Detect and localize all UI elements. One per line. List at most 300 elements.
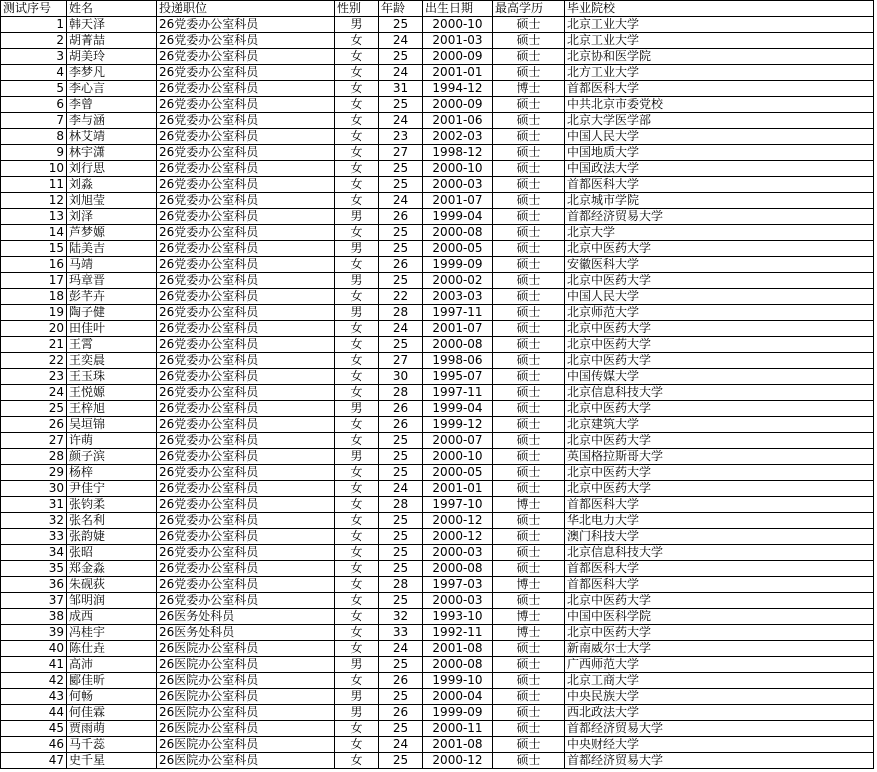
- cell-age[interactable]: 31: [379, 81, 423, 97]
- table-row[interactable]: [1, 737, 874, 753]
- cell-name[interactable]: 刘行思: [67, 161, 157, 177]
- cell-name[interactable]: 贾雨萌: [67, 721, 157, 737]
- cell-edu[interactable]: 硕士: [493, 449, 565, 465]
- cell-school[interactable]: 中央财经大学: [565, 737, 874, 753]
- cell-edu[interactable]: 硕士: [493, 257, 565, 273]
- cell-post[interactable]: 26党委办公室科员: [157, 177, 335, 193]
- cell-name[interactable]: 许萌: [67, 433, 157, 449]
- cell-edu[interactable]: 硕士: [493, 65, 565, 81]
- cell-edu[interactable]: 硕士: [493, 433, 565, 449]
- cell-birth[interactable]: 2003-03: [423, 289, 493, 305]
- cell-school[interactable]: 首都医科大学: [565, 577, 874, 593]
- cell-edu[interactable]: 硕士: [493, 193, 565, 209]
- column-header-post[interactable]: 投递职位: [157, 1, 335, 17]
- cell-age[interactable]: 27: [379, 145, 423, 161]
- cell-age[interactable]: 23: [379, 129, 423, 145]
- cell-id[interactable]: 26: [1, 417, 67, 433]
- column-header-name[interactable]: 姓名: [67, 1, 157, 17]
- cell-birth[interactable]: 2000-03: [423, 545, 493, 561]
- cell-name[interactable]: 刘淼: [67, 177, 157, 193]
- cell-post[interactable]: 26党委办公室科员: [157, 417, 335, 433]
- cell-post[interactable]: 26党委办公室科员: [157, 561, 335, 577]
- cell-post[interactable]: 26党委办公室科员: [157, 33, 335, 49]
- cell-id[interactable]: 14: [1, 225, 67, 241]
- cell-age[interactable]: 25: [379, 49, 423, 65]
- cell-id[interactable]: 18: [1, 289, 67, 305]
- cell-post[interactable]: 26党委办公室科员: [157, 465, 335, 481]
- cell-post[interactable]: 26党委办公室科员: [157, 385, 335, 401]
- cell-name[interactable]: 韩天泽: [67, 17, 157, 33]
- cell-sex[interactable]: 女: [335, 49, 379, 65]
- cell-edu[interactable]: 硕士: [493, 705, 565, 721]
- cell-school[interactable]: 北京中医药大学: [565, 593, 874, 609]
- cell-sex[interactable]: 女: [335, 225, 379, 241]
- cell-id[interactable]: 11: [1, 177, 67, 193]
- cell-name[interactable]: 王梓旭: [67, 401, 157, 417]
- cell-post[interactable]: 26党委办公室科员: [157, 193, 335, 209]
- cell-school[interactable]: 北京工业大学: [565, 33, 874, 49]
- cell-post[interactable]: 26医院办公室科员: [157, 673, 335, 689]
- cell-birth[interactable]: 2000-11: [423, 721, 493, 737]
- cell-age[interactable]: 25: [379, 449, 423, 465]
- table-row[interactable]: [1, 241, 874, 257]
- cell-id[interactable]: 4: [1, 65, 67, 81]
- cell-edu[interactable]: 硕士: [493, 273, 565, 289]
- cell-sex[interactable]: 女: [335, 721, 379, 737]
- cell-post[interactable]: 26党委办公室科员: [157, 353, 335, 369]
- cell-name[interactable]: 张钧柔: [67, 497, 157, 513]
- cell-post[interactable]: 26党委办公室科员: [157, 65, 335, 81]
- cell-sex[interactable]: 女: [335, 321, 379, 337]
- cell-age[interactable]: 26: [379, 705, 423, 721]
- cell-birth[interactable]: 2001-07: [423, 193, 493, 209]
- cell-sex[interactable]: 男: [335, 401, 379, 417]
- cell-birth[interactable]: 1993-10: [423, 609, 493, 625]
- cell-birth[interactable]: 2000-12: [423, 513, 493, 529]
- cell-birth[interactable]: 2000-09: [423, 97, 493, 113]
- cell-id[interactable]: 27: [1, 433, 67, 449]
- cell-edu[interactable]: 博士: [493, 625, 565, 641]
- cell-name[interactable]: 陈仕垚: [67, 641, 157, 657]
- cell-age[interactable]: 26: [379, 673, 423, 689]
- cell-age[interactable]: 24: [379, 65, 423, 81]
- cell-id[interactable]: 34: [1, 545, 67, 561]
- cell-edu[interactable]: 硕士: [493, 417, 565, 433]
- cell-birth[interactable]: 1995-07: [423, 369, 493, 385]
- table-row[interactable]: [1, 385, 874, 401]
- cell-school[interactable]: 中共北京市委党校: [565, 97, 874, 113]
- cell-sex[interactable]: 女: [335, 417, 379, 433]
- cell-id[interactable]: 6: [1, 97, 67, 113]
- table-row[interactable]: [1, 497, 874, 513]
- cell-age[interactable]: 28: [379, 577, 423, 593]
- cell-id[interactable]: 15: [1, 241, 67, 257]
- table-row[interactable]: [1, 465, 874, 481]
- cell-birth[interactable]: 2000-04: [423, 689, 493, 705]
- cell-name[interactable]: 高沛: [67, 657, 157, 673]
- cell-id[interactable]: 21: [1, 337, 67, 353]
- cell-id[interactable]: 33: [1, 529, 67, 545]
- cell-name[interactable]: 玛章晋: [67, 273, 157, 289]
- cell-birth[interactable]: 1999-10: [423, 673, 493, 689]
- cell-school[interactable]: 澳门科技大学: [565, 529, 874, 545]
- cell-birth[interactable]: 2000-10: [423, 17, 493, 33]
- cell-name[interactable]: 何佳霖: [67, 705, 157, 721]
- cell-id[interactable]: 13: [1, 209, 67, 225]
- table-row[interactable]: [1, 33, 874, 49]
- cell-birth[interactable]: 2002-03: [423, 129, 493, 145]
- column-header-birth[interactable]: 出生日期: [423, 1, 493, 17]
- cell-post[interactable]: 26党委办公室科员: [157, 369, 335, 385]
- cell-school[interactable]: 北京中医药大学: [565, 353, 874, 369]
- cell-post[interactable]: 26党委办公室科员: [157, 113, 335, 129]
- cell-name[interactable]: 王悦嫄: [67, 385, 157, 401]
- cell-school[interactable]: 北京大学医学部: [565, 113, 874, 129]
- cell-post[interactable]: 26党委办公室科员: [157, 209, 335, 225]
- cell-age[interactable]: 25: [379, 561, 423, 577]
- cell-id[interactable]: 30: [1, 481, 67, 497]
- cell-birth[interactable]: 2000-09: [423, 49, 493, 65]
- cell-name[interactable]: 林艾靖: [67, 129, 157, 145]
- cell-birth[interactable]: 2000-10: [423, 449, 493, 465]
- cell-age[interactable]: 25: [379, 337, 423, 353]
- cell-name[interactable]: 田佳叶: [67, 321, 157, 337]
- cell-edu[interactable]: 硕士: [493, 161, 565, 177]
- cell-post[interactable]: 26医院办公室科员: [157, 721, 335, 737]
- cell-school[interactable]: 北京建筑大学: [565, 417, 874, 433]
- cell-edu[interactable]: 硕士: [493, 97, 565, 113]
- cell-school[interactable]: 北京中医药大学: [565, 401, 874, 417]
- cell-birth[interactable]: 2000-12: [423, 753, 493, 769]
- cell-sex[interactable]: 女: [335, 465, 379, 481]
- cell-name[interactable]: 张昭: [67, 545, 157, 561]
- cell-post[interactable]: 26医务处科员: [157, 625, 335, 641]
- cell-birth[interactable]: 2001-01: [423, 481, 493, 497]
- cell-id[interactable]: 39: [1, 625, 67, 641]
- cell-age[interactable]: 25: [379, 753, 423, 769]
- cell-birth[interactable]: 1997-11: [423, 305, 493, 321]
- cell-birth[interactable]: 1999-04: [423, 209, 493, 225]
- cell-name[interactable]: 刘泽: [67, 209, 157, 225]
- cell-age[interactable]: 25: [379, 545, 423, 561]
- table-row[interactable]: [1, 561, 874, 577]
- cell-sex[interactable]: 女: [335, 577, 379, 593]
- table-row[interactable]: [1, 337, 874, 353]
- table-row[interactable]: [1, 417, 874, 433]
- cell-sex[interactable]: 女: [335, 641, 379, 657]
- table-row[interactable]: [1, 721, 874, 737]
- table-row[interactable]: [1, 129, 874, 145]
- cell-post[interactable]: 26医院办公室科员: [157, 689, 335, 705]
- cell-post[interactable]: 26党委办公室科员: [157, 273, 335, 289]
- cell-id[interactable]: 10: [1, 161, 67, 177]
- cell-id[interactable]: 36: [1, 577, 67, 593]
- column-header-sex[interactable]: 性别: [335, 1, 379, 17]
- cell-id[interactable]: 1: [1, 17, 67, 33]
- cell-birth[interactable]: 2000-03: [423, 593, 493, 609]
- table-row[interactable]: [1, 97, 874, 113]
- cell-edu[interactable]: 硕士: [493, 177, 565, 193]
- cell-edu[interactable]: 硕士: [493, 561, 565, 577]
- table-row[interactable]: [1, 481, 874, 497]
- cell-name[interactable]: 冯桂宇: [67, 625, 157, 641]
- cell-post[interactable]: 26医院办公室科员: [157, 657, 335, 673]
- column-header-age[interactable]: 年龄: [379, 1, 423, 17]
- cell-sex[interactable]: 女: [335, 145, 379, 161]
- cell-sex[interactable]: 男: [335, 305, 379, 321]
- cell-edu[interactable]: 硕士: [493, 721, 565, 737]
- cell-name[interactable]: 陆美吉: [67, 241, 157, 257]
- cell-edu[interactable]: 硕士: [493, 49, 565, 65]
- cell-id[interactable]: 23: [1, 369, 67, 385]
- cell-name[interactable]: 李与涵: [67, 113, 157, 129]
- cell-sex[interactable]: 女: [335, 353, 379, 369]
- cell-id[interactable]: 41: [1, 657, 67, 673]
- cell-age[interactable]: 33: [379, 625, 423, 641]
- cell-school[interactable]: 首都经济贸易大学: [565, 209, 874, 225]
- cell-edu[interactable]: 博士: [493, 577, 565, 593]
- cell-sex[interactable]: 女: [335, 97, 379, 113]
- cell-age[interactable]: 28: [379, 497, 423, 513]
- table-row[interactable]: [1, 209, 874, 225]
- cell-sex[interactable]: 男: [335, 449, 379, 465]
- cell-school[interactable]: 北京工商大学: [565, 673, 874, 689]
- cell-id[interactable]: 5: [1, 81, 67, 97]
- cell-age[interactable]: 26: [379, 401, 423, 417]
- cell-school[interactable]: 北京中医药大学: [565, 433, 874, 449]
- table-row[interactable]: [1, 753, 874, 769]
- cell-name[interactable]: 马千蕊: [67, 737, 157, 753]
- cell-school[interactable]: 北京中医药大学: [565, 625, 874, 641]
- cell-name[interactable]: 张名利: [67, 513, 157, 529]
- cell-age[interactable]: 25: [379, 513, 423, 529]
- cell-name[interactable]: 朱砚荻: [67, 577, 157, 593]
- cell-sex[interactable]: 女: [335, 113, 379, 129]
- cell-name[interactable]: 史千星: [67, 753, 157, 769]
- cell-edu[interactable]: 博士: [493, 497, 565, 513]
- cell-birth[interactable]: 1994-12: [423, 81, 493, 97]
- cell-age[interactable]: 24: [379, 33, 423, 49]
- cell-post[interactable]: 26医院办公室科员: [157, 705, 335, 721]
- cell-birth[interactable]: 2000-08: [423, 561, 493, 577]
- cell-age[interactable]: 26: [379, 257, 423, 273]
- cell-birth[interactable]: 2001-07: [423, 321, 493, 337]
- cell-age[interactable]: 28: [379, 305, 423, 321]
- table-row[interactable]: [1, 641, 874, 657]
- cell-id[interactable]: 8: [1, 129, 67, 145]
- cell-school[interactable]: 新南威尔士大学: [565, 641, 874, 657]
- cell-birth[interactable]: 2000-12: [423, 529, 493, 545]
- cell-birth[interactable]: 1992-11: [423, 625, 493, 641]
- cell-sex[interactable]: 女: [335, 497, 379, 513]
- table-row[interactable]: [1, 161, 874, 177]
- cell-edu[interactable]: 硕士: [493, 33, 565, 49]
- table-row[interactable]: [1, 657, 874, 673]
- cell-id[interactable]: 31: [1, 497, 67, 513]
- cell-school[interactable]: 北京中医药大学: [565, 481, 874, 497]
- cell-birth[interactable]: 2001-06: [423, 113, 493, 129]
- cell-edu[interactable]: 硕士: [493, 289, 565, 305]
- cell-id[interactable]: 7: [1, 113, 67, 129]
- cell-edu[interactable]: 硕士: [493, 353, 565, 369]
- cell-post[interactable]: 26党委办公室科员: [157, 433, 335, 449]
- cell-birth[interactable]: 1997-11: [423, 385, 493, 401]
- cell-post[interactable]: 26医务处科员: [157, 609, 335, 625]
- cell-name[interactable]: 芦梦嫄: [67, 225, 157, 241]
- table-row[interactable]: [1, 609, 874, 625]
- cell-post[interactable]: 26党委办公室科员: [157, 481, 335, 497]
- cell-birth[interactable]: 1997-10: [423, 497, 493, 513]
- table-row[interactable]: [1, 673, 874, 689]
- cell-edu[interactable]: 硕士: [493, 113, 565, 129]
- cell-name[interactable]: 王霄: [67, 337, 157, 353]
- cell-edu[interactable]: 硕士: [493, 481, 565, 497]
- cell-post[interactable]: 26党委办公室科员: [157, 513, 335, 529]
- cell-age[interactable]: 25: [379, 529, 423, 545]
- cell-school[interactable]: 中国人民大学: [565, 129, 874, 145]
- table-row[interactable]: [1, 513, 874, 529]
- cell-id[interactable]: 16: [1, 257, 67, 273]
- cell-sex[interactable]: 女: [335, 369, 379, 385]
- cell-sex[interactable]: 女: [335, 129, 379, 145]
- cell-school[interactable]: 首都经济贸易大学: [565, 721, 874, 737]
- cell-age[interactable]: 24: [379, 481, 423, 497]
- cell-school[interactable]: 北京大学: [565, 225, 874, 241]
- cell-post[interactable]: 26党委办公室科员: [157, 81, 335, 97]
- table-row[interactable]: [1, 193, 874, 209]
- cell-edu[interactable]: 硕士: [493, 305, 565, 321]
- table-row[interactable]: [1, 593, 874, 609]
- cell-id[interactable]: 19: [1, 305, 67, 321]
- cell-id[interactable]: 44: [1, 705, 67, 721]
- cell-sex[interactable]: 女: [335, 513, 379, 529]
- cell-edu[interactable]: 硕士: [493, 689, 565, 705]
- cell-edu[interactable]: 硕士: [493, 737, 565, 753]
- cell-age[interactable]: 25: [379, 593, 423, 609]
- cell-birth[interactable]: 2000-07: [423, 433, 493, 449]
- cell-school[interactable]: 北京协和医学院: [565, 49, 874, 65]
- table-row[interactable]: [1, 225, 874, 241]
- cell-sex[interactable]: 女: [335, 385, 379, 401]
- cell-edu[interactable]: 博士: [493, 81, 565, 97]
- cell-id[interactable]: 46: [1, 737, 67, 753]
- table-row[interactable]: [1, 305, 874, 321]
- cell-edu[interactable]: 硕士: [493, 17, 565, 33]
- cell-age[interactable]: 25: [379, 97, 423, 113]
- cell-school[interactable]: 首都经济贸易大学: [565, 753, 874, 769]
- cell-age[interactable]: 24: [379, 641, 423, 657]
- cell-school[interactable]: 北京中医药大学: [565, 273, 874, 289]
- cell-name[interactable]: 张韵婕: [67, 529, 157, 545]
- cell-birth[interactable]: 1997-03: [423, 577, 493, 593]
- cell-age[interactable]: 24: [379, 321, 423, 337]
- cell-edu[interactable]: 硕士: [493, 641, 565, 657]
- cell-sex[interactable]: 女: [335, 609, 379, 625]
- cell-school[interactable]: 中国地质大学: [565, 145, 874, 161]
- cell-edu[interactable]: 硕士: [493, 465, 565, 481]
- cell-name[interactable]: 邹明润: [67, 593, 157, 609]
- cell-post[interactable]: 26党委办公室科员: [157, 577, 335, 593]
- cell-sex[interactable]: 女: [335, 753, 379, 769]
- cell-name[interactable]: 刘旭莹: [67, 193, 157, 209]
- table-row[interactable]: [1, 689, 874, 705]
- cell-sex[interactable]: 男: [335, 17, 379, 33]
- cell-id[interactable]: 45: [1, 721, 67, 737]
- cell-name[interactable]: 李心言: [67, 81, 157, 97]
- cell-edu[interactable]: 硕士: [493, 241, 565, 257]
- cell-id[interactable]: 47: [1, 753, 67, 769]
- cell-birth[interactable]: 2001-08: [423, 641, 493, 657]
- cell-id[interactable]: 25: [1, 401, 67, 417]
- cell-birth[interactable]: 2000-02: [423, 273, 493, 289]
- cell-sex[interactable]: 女: [335, 625, 379, 641]
- table-row[interactable]: [1, 257, 874, 273]
- cell-age[interactable]: 27: [379, 353, 423, 369]
- cell-name[interactable]: 胡美玲: [67, 49, 157, 65]
- cell-post[interactable]: 26党委办公室科员: [157, 257, 335, 273]
- cell-school[interactable]: 西北政法大学: [565, 705, 874, 721]
- cell-school[interactable]: 华北电力大学: [565, 513, 874, 529]
- cell-sex[interactable]: 女: [335, 289, 379, 305]
- cell-birth[interactable]: 1998-12: [423, 145, 493, 161]
- cell-post[interactable]: 26党委办公室科员: [157, 225, 335, 241]
- table-row[interactable]: [1, 369, 874, 385]
- cell-school[interactable]: 中央民族大学: [565, 689, 874, 705]
- cell-school[interactable]: 中国传媒大学: [565, 369, 874, 385]
- table-row[interactable]: [1, 449, 874, 465]
- cell-age[interactable]: 30: [379, 369, 423, 385]
- cell-sex[interactable]: 女: [335, 177, 379, 193]
- cell-age[interactable]: 25: [379, 273, 423, 289]
- table-row[interactable]: [1, 705, 874, 721]
- cell-post[interactable]: 26医院办公室科员: [157, 737, 335, 753]
- cell-school[interactable]: 首都医科大学: [565, 81, 874, 97]
- cell-sex[interactable]: 女: [335, 65, 379, 81]
- cell-age[interactable]: 25: [379, 177, 423, 193]
- cell-school[interactable]: 北京信息科技大学: [565, 385, 874, 401]
- table-row[interactable]: [1, 577, 874, 593]
- cell-birth[interactable]: 2001-08: [423, 737, 493, 753]
- cell-sex[interactable]: 女: [335, 193, 379, 209]
- cell-name[interactable]: 陶子健: [67, 305, 157, 321]
- cell-school[interactable]: 北京中医药大学: [565, 465, 874, 481]
- cell-school[interactable]: 北京中医药大学: [565, 321, 874, 337]
- cell-birth[interactable]: 1999-09: [423, 705, 493, 721]
- cell-age[interactable]: 25: [379, 17, 423, 33]
- cell-name[interactable]: 马靖: [67, 257, 157, 273]
- cell-id[interactable]: 28: [1, 449, 67, 465]
- cell-sex[interactable]: 女: [335, 257, 379, 273]
- table-row[interactable]: [1, 545, 874, 561]
- cell-age[interactable]: 25: [379, 225, 423, 241]
- table-row[interactable]: [1, 353, 874, 369]
- cell-post[interactable]: 26党委办公室科员: [157, 497, 335, 513]
- cell-birth[interactable]: 1998-06: [423, 353, 493, 369]
- cell-sex[interactable]: 女: [335, 433, 379, 449]
- cell-age[interactable]: 25: [379, 721, 423, 737]
- cell-age[interactable]: 25: [379, 657, 423, 673]
- table-row[interactable]: [1, 289, 874, 305]
- cell-name[interactable]: 王奕晨: [67, 353, 157, 369]
- cell-school[interactable]: 首都医科大学: [565, 177, 874, 193]
- cell-name[interactable]: 胡菁喆: [67, 33, 157, 49]
- cell-post[interactable]: 26党委办公室科员: [157, 241, 335, 257]
- cell-post[interactable]: 26党委办公室科员: [157, 145, 335, 161]
- cell-edu[interactable]: 硕士: [493, 385, 565, 401]
- cell-age[interactable]: 25: [379, 241, 423, 257]
- cell-name[interactable]: 李梦凡: [67, 65, 157, 81]
- cell-birth[interactable]: 2000-08: [423, 225, 493, 241]
